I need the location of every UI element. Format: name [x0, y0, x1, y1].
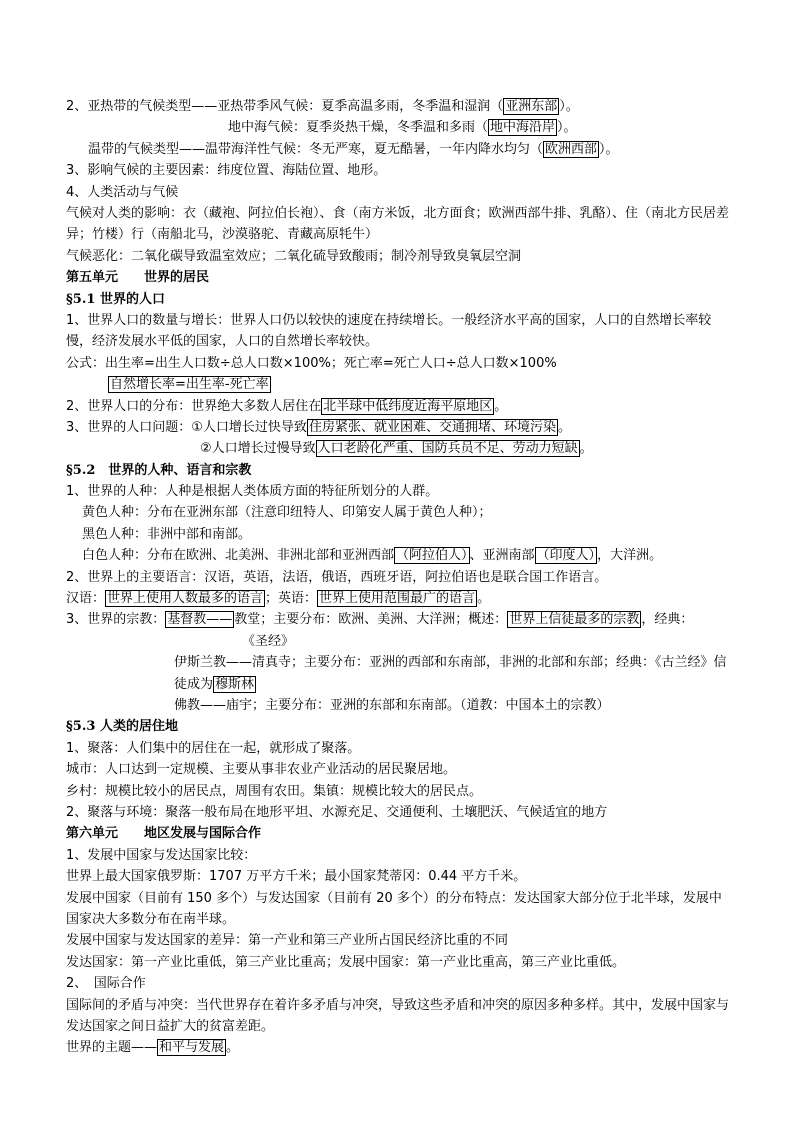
- human-activity-heading: 4、人类活动与气候: [66, 184, 179, 200]
- religion-islam: 伊斯兰教——清真寺；主要分布：亚洲的西部和东南部，非洲的北部和东部；经典：《古兰经》信徒成为 穆斯林: [174, 655, 727, 692]
- world-theme: 世界的主题—— 和平与发展 。: [66, 1040, 240, 1056]
- settlement-village: 乡村：规模比较小的居民点，周围有农田。集镇：规模比较大的居民点。: [66, 783, 483, 799]
- boxed-answer: （阿拉伯人）: [396, 548, 468, 564]
- unit5-title: 第五单元 世界的居民: [66, 270, 210, 286]
- religion-bible: 《圣经》: [242, 633, 295, 649]
- climate-temperate-line: 温带的气候类型——温带海洋性气候：冬无严寒，夏无酷暑，一年内降水均匀（ 欧洲西部 ）。: [88, 141, 619, 157]
- race-white: 白色人种：分布在欧洲、北美洲、非洲北部和亚洲西部 （阿拉伯人） 、亚洲南部 （印度人） ，大洋洲。: [82, 548, 663, 564]
- boxed-answer: 基督教——: [167, 612, 233, 628]
- boxed-answer: 穆斯林: [215, 676, 255, 692]
- settlement-definition: 1、聚落：人们集中的居住在一起，就形成了聚落。: [66, 740, 361, 756]
- languages: 2、世界上的主要语言：汉语，英语，法语，俄语，西班牙语，阿拉伯语也是联合国工作语言。: [66, 569, 608, 585]
- boxed-answer: 世界上使用范围最广的语言: [319, 591, 476, 607]
- population-distribution: 2、世界人口的分布：世界绝大多数人居住在 北半球中低纬度近海平原地区 。: [66, 398, 508, 414]
- boxed-answer: 世界上信徒最多的宗教: [509, 612, 640, 628]
- race-yellow: 黄色人种：分布在亚洲东部（注意印纽特人、印第安人属于黄色人种）；: [82, 505, 492, 521]
- settlement-environment: 2、聚落与环境：聚落一般布局在地形平坦、水源充足、交通便利、土壤肥沃、气候适宜的地方: [66, 804, 608, 820]
- boxed-answer: 和平与发展: [159, 1040, 225, 1056]
- race-black: 黑色人种：非洲中部和南部。: [82, 526, 252, 542]
- population-problem-1: 3、世界的人口问题：①人口增长过快导致 住房紧张、就业困难、交通拥堵、环境污染 。: [66, 419, 571, 435]
- industry-proportions: 发达国家：第一产业比重低，第三产业比重高；发展中国家：第一产业比重高，第三产业比重低。: [66, 954, 626, 970]
- boxed-answer: 欧洲西部: [545, 141, 598, 157]
- boxed-answer: 自然增长率=出生率-死亡率: [110, 377, 269, 393]
- formula-line-1: 公式：出生率=出生人口数÷总人口数×100%；死亡率=死亡人口÷总人口数×100%: [66, 355, 557, 371]
- boxed-answer: 亚洲东部: [505, 99, 558, 114]
- climate-deterioration: 气候恶化：二氧化碳导致温室效应；二氧化硫导致酸雨；制冷剂导致臭氧层空洞: [66, 248, 522, 264]
- unit6-title: 第六单元 地区发展与国际合作: [66, 826, 262, 842]
- international-cooperation-heading: 2、 国际合作: [66, 976, 146, 992]
- section-5-3-title: §5.3 人类的居住地: [66, 719, 178, 735]
- climate-mediterranean-line: 地中海气候：夏季炎热干燥，冬季温和多雨（ 地中海沿岸 ）。: [228, 120, 577, 136]
- settlement-city: 城市：人口达到一定规模、主要从事非农业产业活动的居民聚居地。: [66, 762, 457, 778]
- section-5-1-title: §5.1 世界的人口: [66, 291, 165, 307]
- race-definition: 1、世界的人种：人种是根据人类体质方面的特征所划分的人群。: [66, 484, 439, 500]
- differences: 发展中国家与发达国家的差异：第一产业和第三产业所占国民经济比重的不同: [66, 933, 509, 949]
- religion-buddhism: 佛教——庙宇；主要分布：亚洲的东部和东南部。（道教：中国本土的宗教）: [174, 698, 610, 714]
- boxed-answer: 北半球中低纬度近海平原地区: [323, 398, 493, 414]
- formula-line-2: [66, 374, 734, 395]
- climate-subtropical-line: 2、亚热带的气候类型——亚热带季风气候：夏季高温多雨，冬季温和湿润（ 亚洲东部 ）。: [66, 99, 579, 114]
- section-5-2-title: §5.2 世界的人种、语言和宗教: [66, 462, 252, 478]
- population-problem-2: ②人口增长过慢导致 人口老龄化严重、国防兵员不足、劳动力短缺 。: [200, 441, 593, 457]
- boxed-answer: 世界上使用人数最多的语言: [107, 591, 264, 607]
- boxed-answer: 地中海沿岸: [490, 120, 556, 136]
- climate-influence: 气候对人类的影响：衣（藏袍、阿拉伯长袍）、食（南方米饭，北方面食；欧洲西部牛排、乳酪）、住（南北方民居差异；竹楼）行（南船北马，沙漠骆驼、青藏高原牦牛）: [66, 205, 730, 243]
- boxed-answer: 住房紧张、就业困难、交通拥堵、环境污染: [308, 419, 556, 435]
- climate-factors: 3、影响气候的主要因素：纬度位置、海陆位置、地形。: [66, 163, 387, 179]
- boxed-answer: （印度人）: [536, 548, 596, 564]
- largest-smallest-country: 世界上最大国家俄罗斯：1707 万平方千米；最小国家梵蒂冈：0.44 平方千米。: [66, 869, 527, 885]
- languages-detail: 汉语： 世界上使用人数最多的语言 ；英语： 世界上使用范围最广的语言 。: [66, 591, 491, 607]
- distribution-features: 发展中国家（目前有 150 多个）与发达国家（目前有 20 多个）的分布特点：发达国家大部分位于北半球，发展中国家决大多数分布在南半球。: [66, 890, 722, 927]
- conflicts-paragraph: 国际间的矛盾与冲突：当代世界存在着许多矛盾与冲突，导致这些矛盾和冲突的原因多种多样。其中，发展中国家与发达国家之间日益扩大的贫富差距。: [66, 997, 730, 1034]
- document-page: [66, 96, 734, 1059]
- comparison-heading: 1、发展中国家与发达国家比较：: [66, 847, 257, 863]
- boxed-answer: 人口老龄化严重、国防兵员不足、劳动力短缺: [317, 441, 578, 457]
- population-growth-paragraph: 1、世界人口的数量与增长：世界人口仍以较快的速度在持续增长。一般经济水平高的国家，人口的自然增长率较慢，经济发展水平低的国家，人口的自然增长率较快。: [66, 312, 712, 350]
- religion-christianity: 3、世界的宗教： 基督教—— 教堂；主要分布：欧洲、美洲、大洋洲；概述： 世界上信徒最多的宗教 ，经典：: [66, 612, 694, 628]
